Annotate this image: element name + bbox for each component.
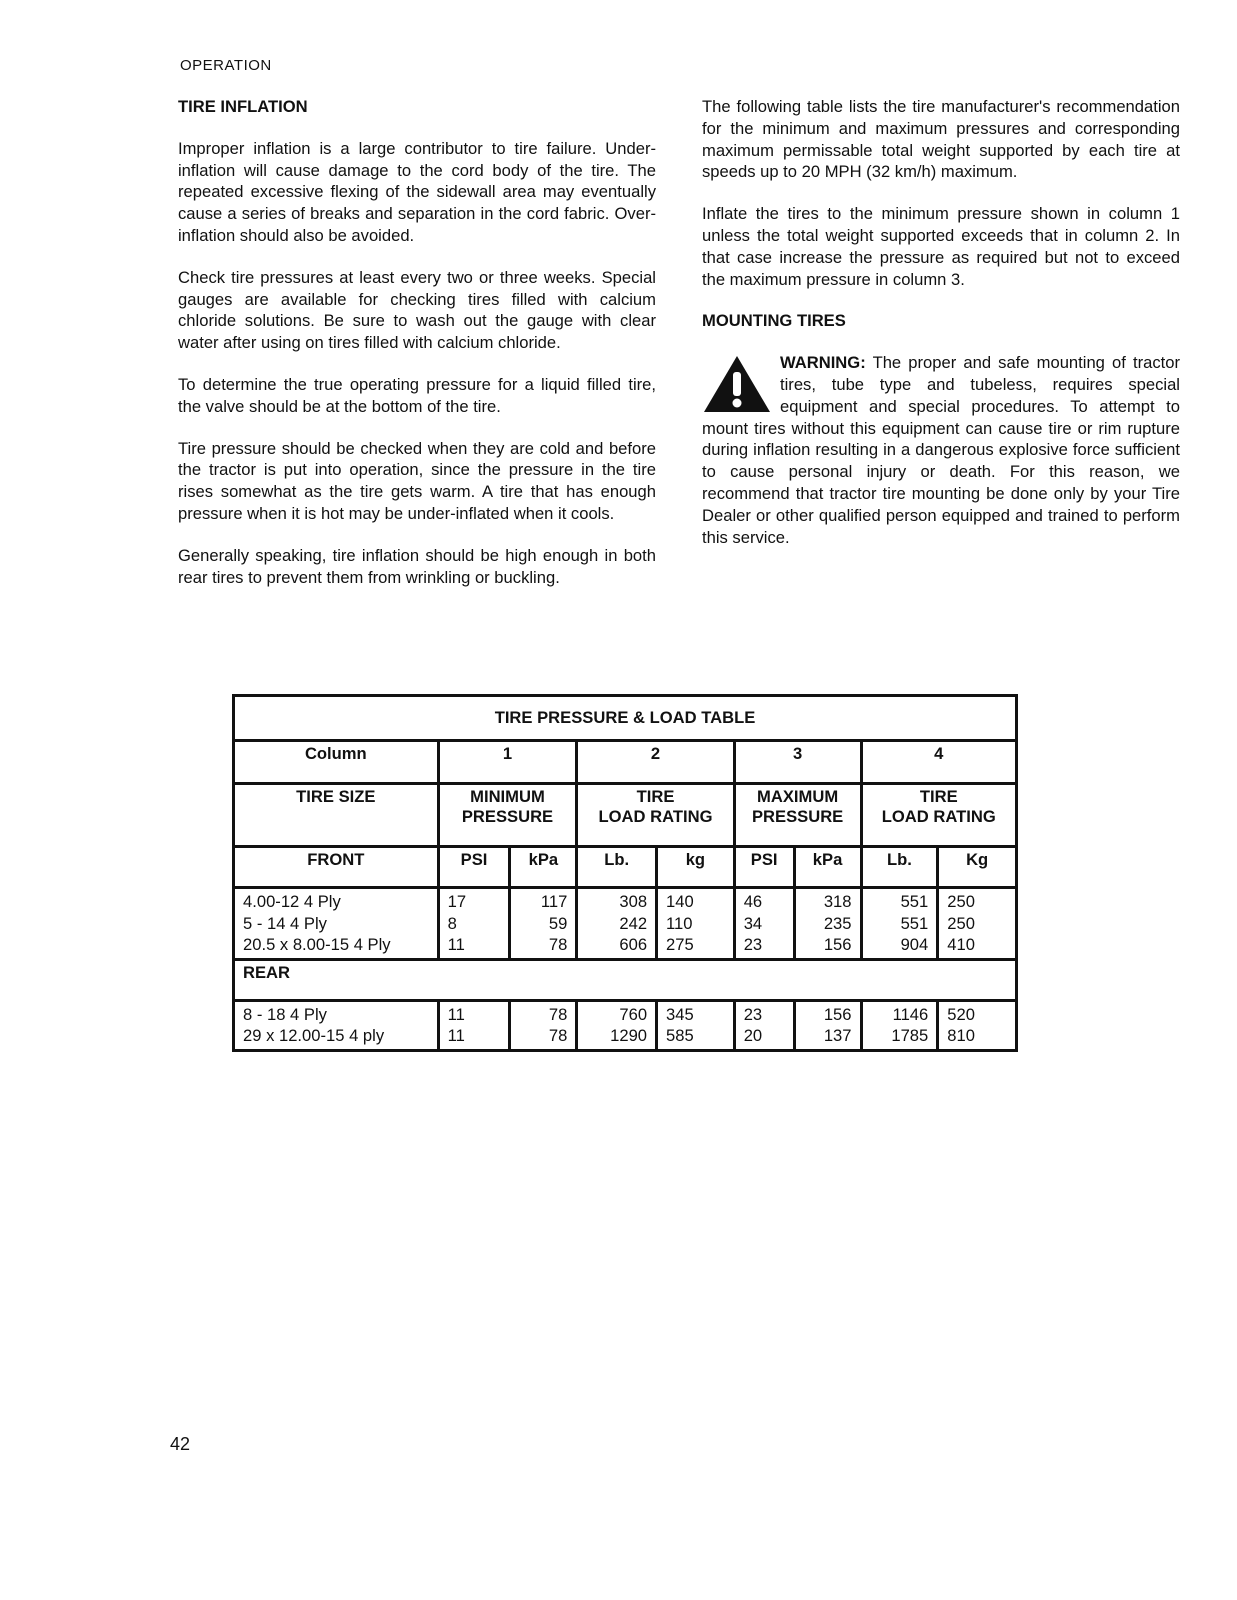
table-cell: 250 [947, 892, 975, 911]
group-header [734, 784, 861, 847]
value-cell [794, 1000, 861, 1050]
column-number: 4 [861, 741, 1017, 784]
column-label: Column [234, 741, 439, 784]
table-cell: 23 [743, 935, 763, 954]
table-cell: 308 [619, 892, 648, 911]
warning-block [702, 352, 1180, 548]
table-cell: 11 [447, 1026, 465, 1045]
table-cell: 318 [823, 892, 852, 911]
rear-data-block [234, 1000, 1017, 1050]
value-cell [657, 1000, 735, 1050]
table-cell: 117 [540, 892, 568, 911]
value-cell [938, 888, 1017, 960]
table-cell: 275 [666, 935, 694, 954]
unit-header: PSI [734, 847, 794, 888]
left-column [178, 96, 656, 608]
unit-header: kPa [794, 847, 861, 888]
table-cell: 8 [447, 913, 457, 933]
table-cell: 156 [823, 935, 852, 954]
table-cell: 250 [947, 913, 975, 933]
table-cell: 11 [447, 1004, 465, 1024]
table-cell: 20 [743, 1026, 763, 1045]
page-number: 42 [170, 1434, 191, 1454]
warning-paragraph [702, 352, 1180, 548]
table-cell: 110 [666, 913, 693, 933]
paragraph: The following table lists the tire manufacturer's recommendation for the minimum and maximum pressures and corresponding maximum permissable total weight supported by each tire at speeds up to 20 MPH (32 km/h) maximum. [702, 97, 1180, 182]
table-cell: 11 [447, 935, 465, 954]
paragraph: To determine the true operating pressure for a liquid filled tire, the valve should be at the bottom of the tire. [178, 374, 656, 416]
tire-size-label: TIRE SIZE [234, 784, 439, 847]
warning-triangle-icon [702, 354, 772, 414]
column-number: 3 [734, 741, 861, 784]
table-cell: 78 [548, 1004, 568, 1024]
table-title: TIRE PRESSURE & LOAD TABLE [234, 696, 1017, 741]
unit-header: Lb. [861, 847, 938, 888]
group-header [438, 784, 577, 847]
table-cell: 551 [900, 892, 929, 911]
table-cell: 5 - 14 4 Ply [243, 913, 327, 933]
group-header-line: TIRE [636, 787, 675, 806]
table-cell: 235 [823, 913, 852, 933]
warning-text: The proper and safe mounting of tractor tires, tube type and tubeless, requires special equipment and special procedures. To attempt to mount tires without this equipment can cause tire or rim rupture during inflation resulting in a dangerous explosive force sufficient to cause personal injury or death. For this reason, we recommend that tractor tire mounting be done only by your Tire Dealer or other qualified person equipped and trained to perform this service. [702, 353, 1181, 547]
table-cell: 410 [947, 935, 975, 954]
section-header: OPERATION [180, 57, 272, 74]
value-cell [657, 888, 735, 960]
unit-header: Lb. [577, 847, 657, 888]
table-cell: 17 [447, 892, 467, 911]
table-cell: 606 [619, 935, 648, 954]
tire-pressure-load-table [232, 694, 1018, 1052]
table-cell: 156 [823, 1004, 852, 1024]
value-cell [938, 1000, 1017, 1050]
value-cell [438, 1000, 510, 1050]
table-cell: 8 - 18 4 Ply [243, 1004, 327, 1024]
value-cell [734, 1000, 794, 1050]
table-cell: 1785 [891, 1026, 929, 1045]
unit-header: Kg [938, 847, 1017, 888]
unit-header: PSI [438, 847, 510, 888]
paragraph: Check tire pressures at least every two or three weeks. Special gauges are available for checking tires filled with calcium chloride solutions. Be sure to wash out the gauge with clear water after using on tires filled with calcium chloride. [178, 267, 656, 353]
column-number: 2 [577, 741, 734, 784]
table-cell: 23 [743, 1004, 763, 1024]
front-label: FRONT [234, 847, 439, 888]
group-header [861, 784, 1017, 847]
group-header-line: PRESSURE [461, 807, 554, 826]
table-cell: 904 [900, 935, 929, 954]
value-cell [577, 1000, 657, 1050]
paragraph: Inflate the tires to the minimum pressure shown in column 1 unless the total weight supported exceeds that in column 2. In that case increase the pressure as required but not to exceed the maximum pressure in column 3. [702, 204, 1180, 289]
table-cell: 78 [548, 1026, 568, 1045]
table-cell: 34 [743, 913, 763, 933]
value-cell [510, 1000, 577, 1050]
table-cell: 810 [947, 1026, 975, 1045]
value-cell [861, 888, 938, 960]
paragraph: Tire pressure should be checked when they are cold and before the tractor is put into operation, since the pressure in the tire rises somewhat as the tire gets warm. A tire that has enough pressure when it is hot may be under-inflated when it cools. [178, 438, 656, 523]
value-cell [734, 888, 794, 960]
rear-label: REAR [234, 959, 1017, 1000]
table-cell: 78 [548, 935, 568, 954]
table-cell: 137 [823, 1026, 852, 1045]
group-header-line: PRESSURE [751, 807, 844, 826]
table-cell: 585 [666, 1026, 694, 1045]
column-number: 1 [438, 741, 577, 784]
mounting-tires-heading: MOUNTING TIRES [702, 311, 846, 331]
table-cell: 46 [743, 892, 763, 911]
table-cell: 4.00-12 4 Ply [243, 892, 341, 911]
value-cell [438, 888, 510, 960]
front-data-block [234, 888, 1017, 960]
tire-size-cell [234, 888, 439, 960]
group-header [577, 784, 734, 847]
table-cell: 242 [619, 913, 648, 933]
table-cell: 1290 [610, 1026, 648, 1045]
table-cell: 20.5 x 8.00-15 4 Ply [243, 935, 391, 954]
table-cell: 520 [947, 1004, 975, 1024]
value-cell [510, 888, 577, 960]
table-cell: 760 [619, 1004, 648, 1024]
tire-size-cell [234, 1000, 439, 1050]
warning-label: WARNING: [780, 353, 866, 373]
unit-header: kPa [510, 847, 577, 888]
table-cell: 1146 [892, 1004, 929, 1024]
value-cell [577, 888, 657, 960]
table-cell: 345 [666, 1004, 694, 1024]
table-cell: 59 [548, 913, 568, 933]
group-header-line: LOAD RATING [598, 807, 713, 826]
table-cell: 29 x 12.00-15 4 ply [243, 1026, 385, 1045]
unit-header: kg [657, 847, 735, 888]
group-header-line: LOAD RATING [881, 807, 996, 826]
right-column [702, 96, 1180, 548]
group-header-line: MINIMUM [470, 787, 545, 806]
table-cell: 140 [666, 892, 694, 911]
group-header-line: MAXIMUM [757, 787, 839, 806]
tire-inflation-heading: TIRE INFLATION [178, 97, 308, 116]
paragraph: Improper inflation is a large contributor to tire failure. Under-inflation will cause damage to the cord body of the tire. The repeated excessive flexing of the sidewall area may eventually cause a series of breaks and separation in the cord fabric. Over-inflation should also be avoided. [178, 138, 656, 245]
table-cell: 551 [900, 913, 929, 933]
group-header-line: TIRE [919, 787, 958, 806]
value-cell [861, 1000, 938, 1050]
paragraph: Generally speaking, tire inflation should be high enough in both rear tires to prevent them from wrinkling or buckling. [178, 545, 656, 587]
value-cell [794, 888, 861, 960]
